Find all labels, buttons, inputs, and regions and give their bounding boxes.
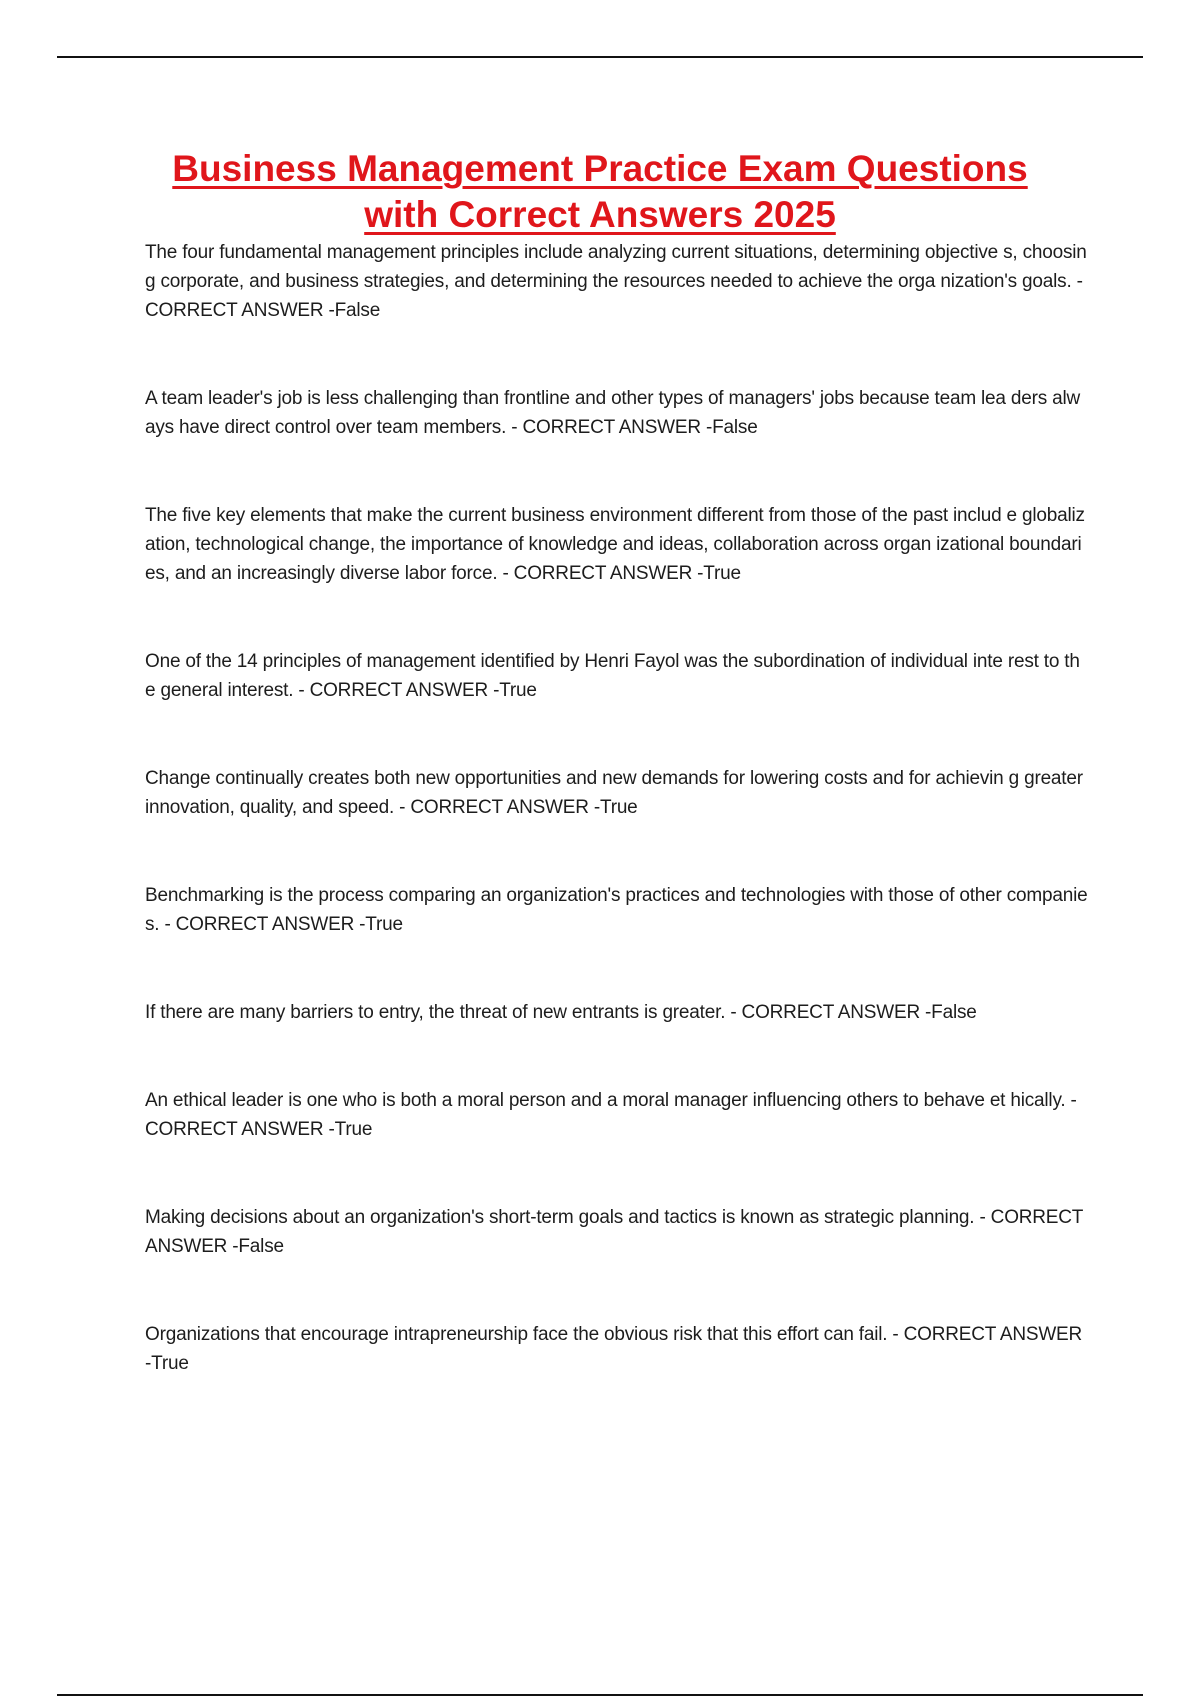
top-rule bbox=[57, 56, 1143, 58]
document-title bbox=[60, 146, 1140, 238]
title-line-2: with Correct Answers 2025 bbox=[364, 194, 836, 235]
question-item: Benchmarking is the process comparing an organization's practices and technologies with those of other companies. - CORRECT ANSWER -True bbox=[145, 885, 1088, 935]
question-item: A team leader's job is less challenging than frontline and other types of managers' jobs because team lea ders always have direct control over team members. - CORRECT ANSWER -False bbox=[145, 388, 1081, 438]
title-line-1: Business Management Practice Exam Questions bbox=[172, 148, 1028, 189]
question-item: An ethical leader is one who is both a moral person and a moral manager influencing others to behave et hically. - CORRECT ANSWER -True bbox=[145, 1090, 1077, 1140]
question-item: Change continually creates both new opportunities and new demands for lowering costs and for achievin g greater innovation, quality, and speed. - CORRECT ANSWER -True bbox=[145, 768, 1083, 818]
question-list bbox=[145, 238, 1090, 1437]
bottom-rule bbox=[57, 1694, 1143, 1696]
question-item: One of the 14 principles of management identified by Henri Fayol was the subordination of individual inte rest to the general interest. - CORRECT ANSWER -True bbox=[145, 651, 1080, 701]
question-item: Making decisions about an organization's short-term goals and tactics is known as strategic planning. - CORRECT ANSWER -False bbox=[145, 1207, 1083, 1257]
question-item: The five key elements that make the current business environment different from those of the past includ e globalization, technological change, the importance of knowledge and ideas, collaboration across organ izational boundaries, and an increasingly diverse labor force. - CORRECT ANSWER -True bbox=[145, 505, 1085, 584]
question-item: The four fundamental management principles include analyzing current situations, determining objective s, choosing corporate, and business strategies, and determining the resources needed to achieve the orga nization's goals. - CORRECT ANSWER -False bbox=[145, 242, 1087, 321]
question-item: If there are many barriers to entry, the threat of new entrants is greater. - CORRECT ANSWER -False bbox=[145, 1002, 977, 1023]
question-item: Organizations that encourage intrapreneurship face the obvious risk that this effort can fail. - CORRECT ANSWER -True bbox=[145, 1324, 1083, 1374]
